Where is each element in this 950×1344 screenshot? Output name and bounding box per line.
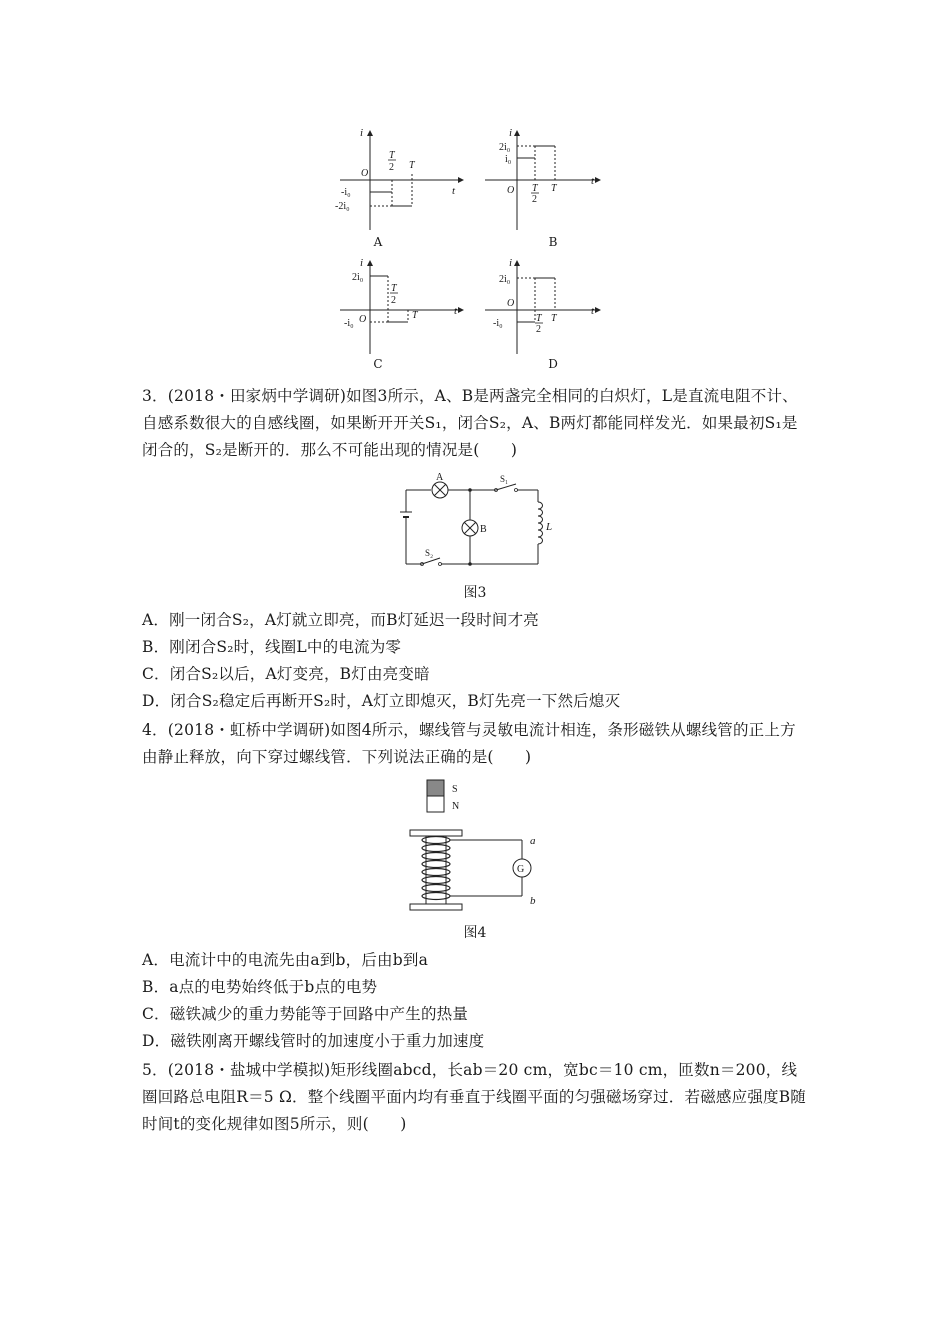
figure-4-caption: 图4 (463, 925, 487, 941)
graph-a-origin: O (361, 168, 369, 179)
figure-3-caption: 图3 (463, 585, 487, 601)
graph-c-tick-t-half-den: 2 (391, 295, 396, 306)
q3-option-d: D．闭合S₂稳定后再断开S₂时，A灯立即熄灭，B灯先亮一下然后熄灭 (142, 692, 621, 710)
switch-s1-label: S₁ (500, 474, 509, 484)
graph-c (330, 256, 470, 356)
graph-c-tick-2i0: 2i₀ (352, 272, 364, 283)
coil-l-icon (538, 502, 543, 544)
q3-option-b: B．刚闭合S₂时，线圈L中的电流为零 (142, 638, 402, 656)
graph-a-label: A (373, 235, 383, 249)
q3-option-c: C．闭合S₂以后，A灯变亮，B灯由亮变暗 (142, 665, 430, 683)
graph-d-y-axis: i (509, 257, 513, 269)
q4-option-d: D．磁铁刚离开螺线管时的加速度小于重力加速度 (142, 1032, 485, 1050)
question-4-stem: 4．(2018・虹桥中学调研)如图4所示，螺线管与灵敏电流计相连，条形磁铁从螺线管的正上方由静止释放，向下穿过螺线管．下列说法正确的是( ) (142, 721, 796, 766)
question-3-stem: 3．(2018・田家炳中学调研)如图3所示，A、B是两盏完全相同的白炽灯，L是直流电阻不计、自感系数很大的自感线圈，如果断开开关S₁，闭合S₂，A、B两灯都能同样发光．如果最初S₁是闭合的，S₂是断开的．那么不可能出现的情况是( ) (142, 387, 798, 459)
graph-a-y-axis: i (360, 127, 364, 139)
coil-l-label: L (546, 521, 553, 533)
graph-c-tick-neg-i0: -i₀ (344, 318, 354, 329)
graph-b-tick-i0: i₀ (505, 154, 512, 165)
graph-a-tick-t-half-num: T (389, 150, 395, 161)
graph-c-origin: O (359, 314, 367, 325)
q4-option-c: C．磁铁减少的重力势能等于回路中产生的热量 (142, 1005, 469, 1023)
figure-3-circuit (398, 470, 558, 576)
graph-d-tick-t-half-num: T (536, 313, 542, 324)
graph-b-origin: O (507, 185, 515, 196)
graph-b-tick-t-half-den: 2 (532, 194, 537, 205)
point-a-label: a (530, 835, 536, 847)
point-b-label: b (530, 895, 536, 907)
graph-a-tick-neg-i0: -i₀ (341, 187, 351, 198)
graph-d-tick-t: T (551, 313, 557, 324)
graph-b-tick-t: T (551, 183, 557, 194)
graph-a (330, 122, 470, 234)
question-5-stem: 5．(2018・盐城中学模拟)矩形线圈abcd，长ab＝20 cm，宽bc＝10 cm，匝数n＝200，线圈回路总电阻R＝5 Ω．整个线圈平面内均有垂直于线圈平面的匀强磁场穿过．若磁感应强度B随时间t的变化规律如图5所示，则( ) (142, 1061, 807, 1133)
magnet-s-label: S (452, 784, 458, 795)
figure-4-solenoid (398, 776, 548, 916)
graph-a-tick-neg-2i0: -2i₀ (335, 201, 350, 212)
graph-a-tick-t: T (409, 160, 415, 171)
graph-d-tick-2i0: 2i₀ (499, 274, 511, 285)
graph-c-label: C (373, 357, 383, 371)
graph-b (485, 122, 605, 234)
graph-d (485, 256, 605, 356)
q4-option-a: A．电流计中的电流先由a到b，后由b到a (142, 951, 429, 969)
switch-s2-label: S₂ (425, 548, 434, 558)
graph-c-x-axis: t (454, 305, 458, 317)
q3-option-a: A．刚一闭合S₂，A灯就立即亮，而B灯延迟一段时间才亮 (142, 611, 540, 629)
graph-a-x-axis: t (452, 185, 456, 197)
graph-d-origin: O (507, 298, 515, 309)
graph-a-tick-t-half-den: 2 (389, 162, 394, 173)
magnet-n-pole (427, 796, 444, 812)
graph-b-label: B (548, 235, 558, 249)
graph-d-x-axis: t (591, 305, 595, 317)
magnet-n-label: N (452, 801, 460, 812)
graph-b-tick-t-half-num: T (532, 183, 538, 194)
graph-c-tick-t: T (412, 310, 418, 321)
graph-d-tick-neg-i0: -i₀ (493, 318, 503, 329)
graph-b-y-axis: i (509, 127, 513, 139)
q4-option-b: B．a点的电势始终低于b点的电势 (142, 978, 378, 996)
lamp-a-label: A (436, 472, 444, 483)
lamp-b-label: B (480, 524, 487, 535)
galvanometer-label: G (517, 864, 525, 875)
graph-b-tick-2i0: 2i₀ (499, 142, 511, 153)
magnet-s-pole (427, 780, 444, 796)
graph-d-tick-t-half-den: 2 (536, 324, 541, 335)
graph-c-y-axis: i (360, 257, 364, 269)
graph-c-tick-t-half-num: T (391, 283, 397, 294)
graph-d-label: D (548, 357, 558, 371)
graph-b-x-axis: t (591, 175, 595, 187)
